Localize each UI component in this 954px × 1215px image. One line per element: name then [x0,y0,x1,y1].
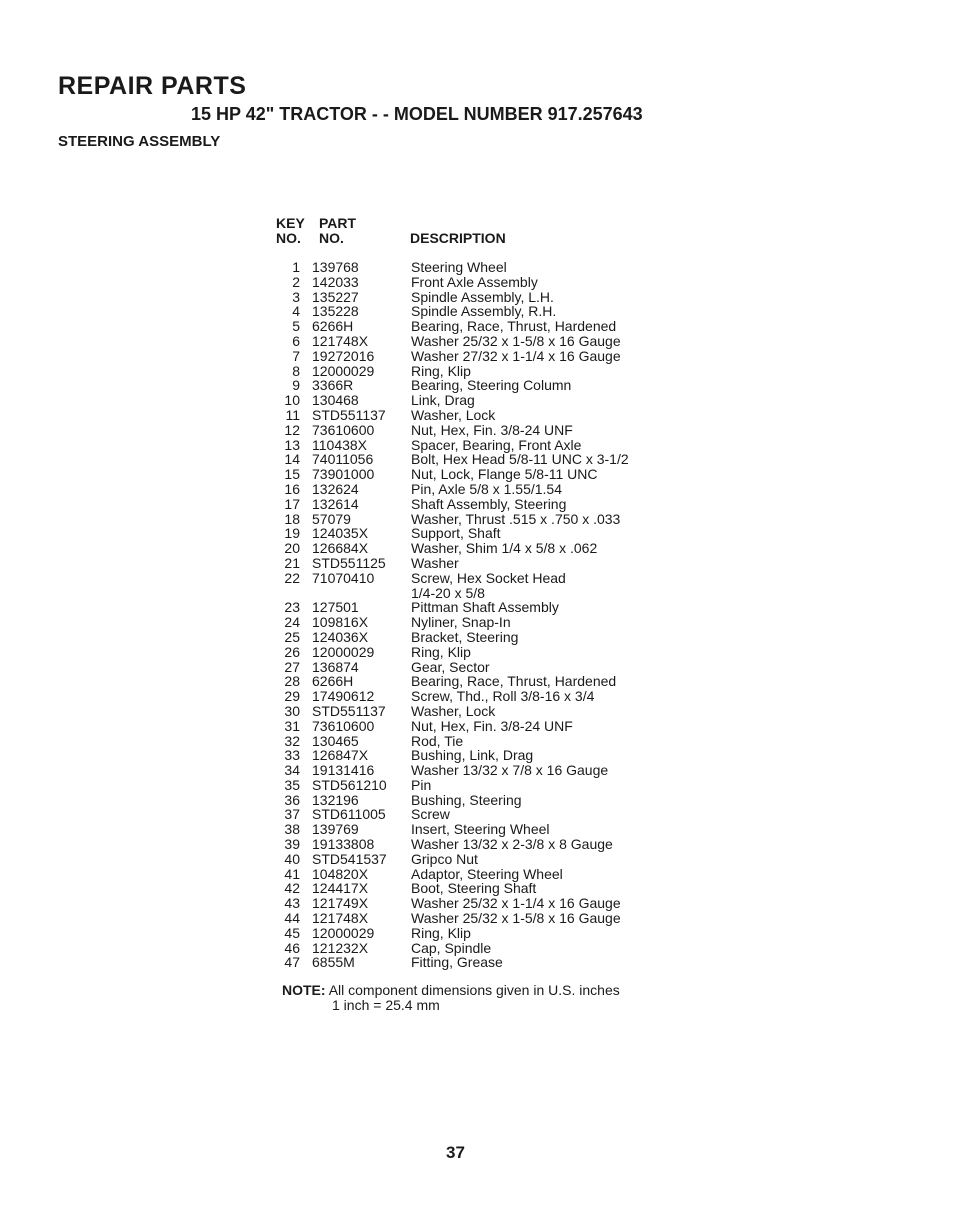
part-number: 130465 [312,732,359,749]
part-number: 6266H [312,318,354,335]
part-number: 121748X [312,910,369,927]
key-number: 21 [284,554,300,571]
key-number: 25 [284,628,300,645]
key-number: 7 [292,347,300,364]
part-number: 135227 [312,288,359,305]
part-description: Ring, Klip [411,643,471,660]
part-description: Screw, Thd., Roll 3/8-16 x 3/4 [411,688,595,705]
key-number: 20 [284,540,300,557]
part-description: Spacer, Bearing, Front Axle [411,436,582,453]
part-number: STD551125 [312,554,386,571]
key-number: 5 [292,318,300,335]
part-number: 124036X [312,628,369,645]
part-number: 124417X [312,880,369,897]
part-description: Bearing, Race, Thrust, Hardened [411,318,617,335]
part-description: Boot, Steering Shaft [411,880,537,897]
part-description: Bushing, Steering [411,791,522,808]
part-number: 12000029 [312,924,375,941]
part-description: Washer 13/32 x 2-3/8 x 8 Gauge [411,836,613,853]
part-description: Gear, Sector [411,658,490,675]
key-number: 11 [285,406,300,423]
part-description: Screw, Hex Socket Head [411,569,566,586]
part-description: Bolt, Hex Head 5/8-11 UNC x 3-1/2 [411,451,629,468]
page-number: 37 [446,1143,465,1162]
part-number: 19133808 [312,836,375,853]
part-number: 132196 [312,791,359,808]
key-number: 45 [284,924,300,941]
part-number: 12000029 [312,362,375,379]
part-number: 109816X [312,614,369,631]
key-number: 37 [284,806,300,823]
part-description: Screw [411,806,450,823]
part-description: Insert, Steering Wheel [411,821,550,838]
note-line-1: All component dimensions given in U.S. inches [328,982,620,998]
part-number: 104820X [312,865,369,882]
part-description: Bearing, Steering Column [411,377,572,394]
part-description: Pin, Axle 5/8 x 1.55/1.54 [411,480,562,497]
key-number: 34 [284,762,300,779]
key-number: 14 [284,451,300,468]
part-number: 126684X [312,540,369,557]
key-number: 17 [284,495,300,512]
key-number: 29 [284,688,300,705]
part-description: Steering Wheel [411,259,507,275]
part-description: Nut, Lock, Flange 5/8-11 UNC [411,466,598,483]
part-number: 73901000 [312,466,375,483]
part-number: 71070410 [312,569,375,586]
column-header-description: DESCRIPTION [410,230,506,246]
key-number: 30 [284,702,300,719]
part-description: Bushing, Link, Drag [411,747,534,764]
part-number: 3366R [312,377,354,394]
key-number: 13 [284,436,300,453]
key-number: 27 [284,658,300,675]
section-heading: STEERING ASSEMBLY [58,133,221,150]
key-number: 23 [284,599,300,616]
key-number: 36 [284,791,300,808]
part-description: Link, Drag [411,392,475,409]
part-description: Cap, Spindle [411,939,492,956]
part-number: 139768 [312,259,359,275]
page-title: REPAIR PARTS [58,72,247,100]
part-description: Washer 25/32 x 1-1/4 x 16 Gauge [411,895,621,912]
part-number: 124035X [312,525,369,542]
part-number: 57079 [312,510,351,527]
part-description: Washer, Thrust .515 x .750 x .033 [411,510,621,527]
part-description: Spindle Assembly, R.H. [411,303,557,320]
key-number: 22 [284,569,300,586]
key-number: 1 [292,259,300,275]
key-number: 41 [284,865,300,882]
part-description: Washer, Lock [411,406,496,423]
key-number: 46 [284,939,300,956]
key-number: 32 [284,732,300,749]
part-description: Washer 13/32 x 7/8 x 16 Gauge [411,762,609,779]
key-number: 33 [284,747,300,764]
key-number: 15 [284,466,300,483]
key-number: 16 [284,480,300,497]
key-number: 4 [292,303,300,320]
part-description: Ring, Klip [411,924,471,941]
part-description: Pin [411,776,432,793]
part-number: 73610600 [312,717,375,734]
part-number: 132624 [312,480,359,497]
part-description: Fitting, Grease [411,954,503,971]
part-description: Washer, Shim 1/4 x 5/8 x .062 [411,540,598,557]
part-description: Ring, Klip [411,362,471,379]
key-number: 44 [284,910,300,927]
part-number: 12000029 [312,643,375,660]
part-number: STD551137 [312,702,386,719]
part-description: Nut, Hex, Fin. 3/8-24 UNF [411,717,573,734]
key-number: 8 [292,362,300,379]
part-description: Washer, Lock [411,702,496,719]
key-number: 31 [284,717,300,734]
part-description: Washer 25/32 x 1-5/8 x 16 Gauge [411,332,621,349]
part-number: 121748X [312,332,369,349]
part-number: 126847X [312,747,369,764]
part-number: 19272016 [312,347,375,364]
key-number: 42 [284,880,300,897]
part-number: 135228 [312,303,359,320]
column-header-part-no: PART NO. [319,215,357,246]
part-description: Gripco Nut [411,850,478,867]
part-description: Support, Shaft [411,525,501,542]
note-line-2: 1 inch = 25.4 mm [332,997,440,1013]
key-number: 28 [284,673,300,690]
key-number: 26 [284,643,300,660]
part-description: Adaptor, Steering Wheel [411,865,563,882]
part-description: Washer 25/32 x 1-5/8 x 16 Gauge [411,910,621,927]
part-number: STD541537 [312,850,387,867]
part-number: 142033 [312,273,359,290]
key-number: 35 [284,776,300,793]
note-label: NOTE: [282,982,326,998]
part-description: 1/4-20 x 5/8 [411,584,485,601]
part-number: 121232X [312,939,369,956]
key-number: 9 [292,377,300,394]
part-number: 136874 [312,658,359,675]
part-number: 139769 [312,821,359,838]
part-description: Bearing, Race, Thrust, Hardened [411,673,617,690]
key-number: 39 [284,836,300,853]
part-number: STD611005 [312,806,386,823]
part-number: STD551137 [312,406,386,423]
part-number: 110438X [312,436,368,453]
part-number: 6855M [312,954,355,971]
part-description: Pittman Shaft Assembly [411,599,559,616]
part-description: Nut, Hex, Fin. 3/8-24 UNF [411,421,573,438]
key-number: 3 [292,288,300,305]
key-number: 47 [284,954,300,971]
part-description: Nyliner, Snap-In [411,614,511,631]
key-number: 18 [284,510,300,527]
part-number: 130468 [312,392,359,409]
part-number: 127501 [312,599,359,616]
part-number: 73610600 [312,421,375,438]
key-number: 2 [292,273,300,290]
key-number: 43 [284,895,300,912]
part-description: Spindle Assembly, L.H. [411,288,554,305]
key-number: 6 [292,332,300,349]
key-number: 38 [284,821,300,838]
part-description: Washer [411,554,459,571]
dimensions-note [282,983,620,1013]
key-number: 19 [284,525,300,542]
part-description: Washer 27/32 x 1-1/4 x 16 Gauge [411,347,621,364]
key-number: 40 [284,850,300,867]
model-heading: 15 HP 42" TRACTOR - - MODEL NUMBER 917.257643 [191,104,643,124]
part-number: 6266H [312,673,354,690]
part-number: STD561210 [312,776,387,793]
key-number: 24 [284,614,300,631]
part-description: Front Axle Assembly [411,273,538,290]
column-header-key-no: KEY NO. [276,215,305,246]
part-number: 132614 [312,495,359,512]
part-description: Bracket, Steering [411,628,519,645]
part-number: 17490612 [312,688,375,705]
part-number: 121749X [312,895,369,912]
part-description: Shaft Assembly, Steering [411,495,567,512]
part-number: 19131416 [312,762,375,779]
key-number: 12 [284,421,300,438]
key-number: 10 [284,392,300,409]
part-number: 74011056 [312,451,374,468]
part-description: Rod, Tie [411,732,464,749]
